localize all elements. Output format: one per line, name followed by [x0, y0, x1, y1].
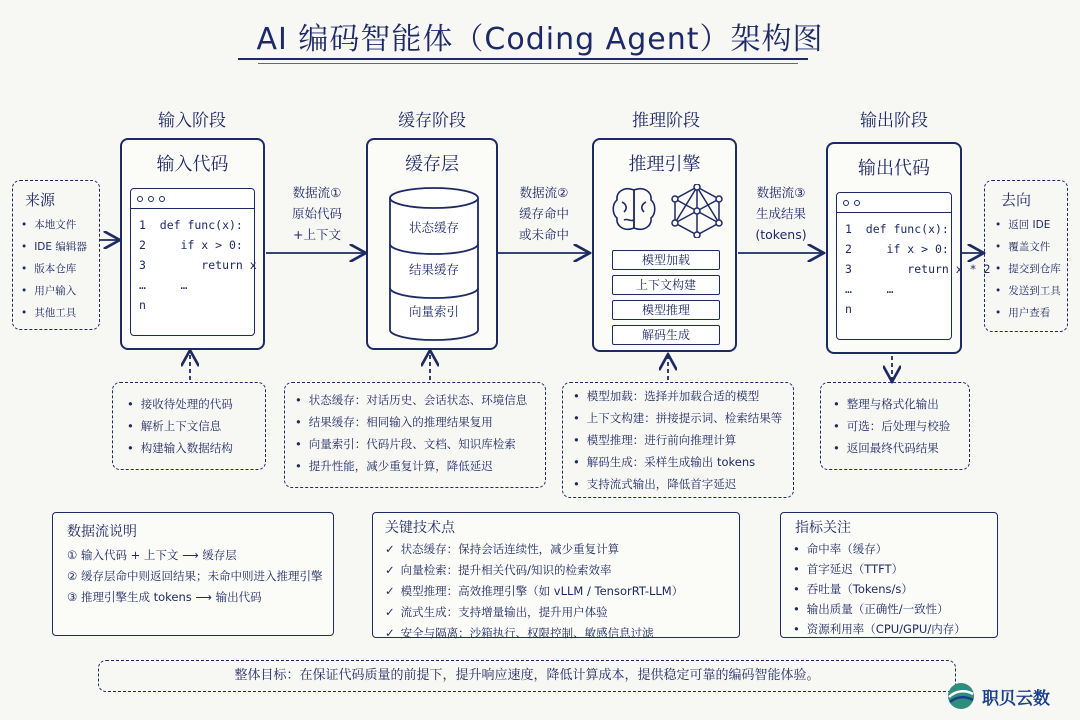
cache-layer-result: 结果缓存	[408, 262, 459, 277]
flow-line: +上下文	[293, 227, 341, 242]
note-item: • 提升性能，减少重复计算，降低延迟	[295, 455, 545, 477]
input-code-window	[130, 188, 255, 336]
code-line: n	[139, 298, 146, 312]
metrics-panel	[780, 512, 998, 638]
panel-title: 关键技术点	[385, 520, 455, 536]
output-stage-box	[826, 142, 991, 354]
panel-item: ✓ 安全与隔离：沙箱执行、权限控制、敏感信息过滤	[385, 623, 739, 644]
code-line: … …	[845, 282, 894, 296]
stage-label-output: 输出阶段	[860, 111, 928, 131]
destination-title: 去向	[1001, 191, 1032, 209]
output-stage-title: 输出代码	[858, 158, 930, 179]
overall-goal: 整体目标：在保证代码质量的前提下，提升响应速度，降低计算成本，提供稳定可靠的编码智能体验。	[98, 660, 956, 692]
inference-stage-title: 推理引擎	[628, 154, 701, 175]
input-stage-box	[120, 138, 265, 350]
panel-item: ② 缓存层命中则返回结果；未命中则进入推理引擎	[67, 569, 323, 583]
panel-item: • 命中率（缓存）	[793, 539, 997, 559]
code-line: 3 return x	[139, 258, 257, 272]
destination-item: • 提交到仓库	[995, 258, 1067, 280]
flow-line: (tokens)	[755, 227, 807, 242]
panel-item: ✓ 模型推理：高效推理引擎（如 vLLM / TensorRT-LLM）	[385, 581, 739, 602]
dataflow-panel	[52, 512, 334, 636]
brand-logo	[946, 678, 1076, 714]
inference-notes	[562, 382, 794, 498]
inference-step: 解码生成	[612, 325, 720, 345]
code-line: 1 def func(x):	[139, 218, 243, 232]
flow-title: 数据流②	[519, 185, 569, 200]
inference-step: 模型加载	[612, 250, 720, 270]
flow-line: 缓存命中	[518, 206, 569, 221]
note-item: • 解析上下文信息	[127, 415, 265, 437]
destination-item: • 用户查看	[995, 302, 1067, 324]
destination-item: • 发送到工具	[995, 280, 1067, 302]
source-item: • IDE 编辑器	[21, 236, 99, 258]
note-item: • 构建输入数据结构	[127, 437, 265, 459]
panel-title: 数据流说明	[67, 524, 137, 540]
code-line: 2 if x > 0:	[139, 238, 243, 252]
flow-title: 数据流①	[292, 185, 342, 200]
inference-stage-box	[592, 138, 737, 352]
panel-item: ✓ 状态缓存：保持会话连续性，减少重复计算	[385, 539, 739, 560]
stage-label-input: 输入阶段	[158, 111, 226, 131]
tech-panel	[372, 512, 740, 638]
source-item: • 版本仓库	[21, 258, 99, 280]
cache-stage-title: 缓存层	[405, 154, 459, 175]
flow-title: 数据流③	[756, 185, 806, 200]
code-line: 3 return x * 2	[845, 262, 991, 276]
code-line: 2 if x > 0:	[845, 242, 949, 256]
note-item: • 模型推理：进行前向推理计算	[573, 429, 793, 451]
cache-notes	[284, 382, 546, 488]
panel-item: ① 输入代码 + 上下文 ⟶ 缓存层	[67, 548, 237, 562]
panel-item: ✓ 流式生成：支持增量输出，提升用户体验	[385, 602, 739, 623]
page-title: AI 编码智能体（Coding Agent）架构图	[256, 22, 824, 57]
note-item: • 支持流式输出，降低首字延迟	[573, 473, 793, 495]
inference-step: 模型推理	[612, 300, 720, 320]
input-stage-title: 输入代码	[156, 154, 229, 175]
brand-name: 职贝云数	[982, 688, 1050, 709]
source-item: • 本地文件	[21, 214, 99, 236]
note-item: • 接收待处理的代码	[127, 393, 265, 415]
cache-stage-box	[366, 138, 498, 350]
inference-step: 上下文构建	[612, 275, 720, 295]
cache-layer-state: 状态缓存	[408, 220, 459, 235]
destination-item: • 返回 IDE	[995, 214, 1067, 236]
brain-icon	[610, 184, 658, 234]
panel-item: • 吞吐量（Tokens/s）	[793, 579, 997, 599]
note-item: • 模型加载：选择并加载合适的模型	[573, 385, 793, 407]
code-line: 1 def func(x):	[845, 222, 949, 236]
note-item: • 结果缓存：相同输入的推理结果复用	[295, 411, 545, 433]
note-item: • 上下文构建：拼接提示词、检索结果等	[573, 407, 793, 429]
code-line: n	[845, 302, 852, 316]
flow-line: 原始代码	[291, 206, 342, 221]
brand-globe-icon	[946, 681, 976, 711]
stage-label-cache: 缓存阶段	[398, 111, 466, 131]
cache-layer-vector: 向量索引	[408, 304, 459, 319]
stage-label-inference: 推理阶段	[632, 111, 700, 131]
note-item: • 解码生成：采样生成输出 tokens	[573, 451, 793, 473]
code-line: … …	[139, 278, 188, 292]
note-item: • 可选：后处理与校验	[833, 415, 969, 437]
note-item: • 状态缓存：对话历史、会话状态、环境信息	[295, 389, 545, 411]
output-notes	[820, 382, 970, 470]
panel-item: • 输出质量（正确性/一致性）	[793, 599, 997, 619]
note-item: • 整理与格式化输出	[833, 393, 969, 415]
flow-label-3	[740, 182, 822, 245]
source-item: • 用户输入	[21, 280, 99, 302]
note-item: • 向量索引：代码片段、文档、知识库检索	[295, 433, 545, 455]
panel-title: 指标关注	[795, 520, 851, 536]
input-notes	[112, 382, 266, 470]
panel-item: • 资源利用率（CPU/GPU/内存）	[793, 619, 997, 639]
destination-item: • 覆盖文件	[995, 236, 1067, 258]
source-box	[12, 180, 100, 330]
flow-label-1	[270, 182, 364, 245]
flow-line: 生成结果	[755, 206, 806, 221]
panel-item: • 首字延迟（TTFT）	[793, 559, 997, 579]
output-code-window	[836, 192, 991, 340]
note-item: • 返回最终代码结果	[833, 437, 969, 459]
panel-item: ✓ 向量检索：提升相关代码/知识的检索效率	[385, 560, 739, 581]
flow-line: 或未命中	[518, 227, 569, 242]
neural-network-icon	[670, 184, 724, 238]
destination-box	[984, 180, 1068, 332]
source-title: 来源	[25, 191, 56, 209]
flow-label-2	[500, 182, 588, 245]
panel-item: ③ 推理引擎生成 tokens ⟶ 输出代码	[67, 590, 262, 604]
source-item: • 其他工具	[21, 302, 99, 324]
